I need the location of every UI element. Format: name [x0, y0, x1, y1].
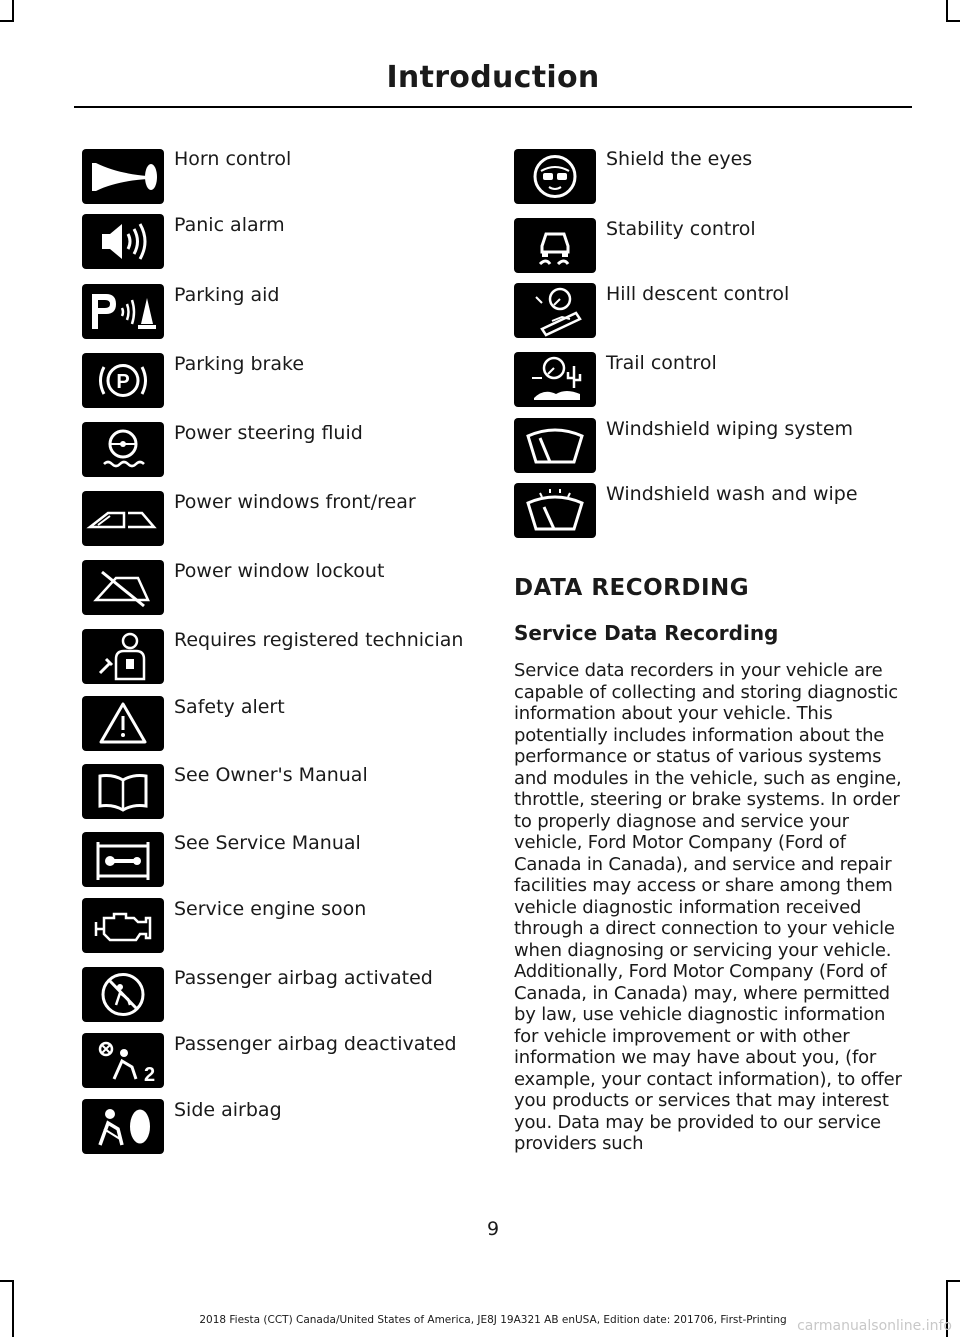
section-heading: DATA RECORDING: [514, 575, 750, 601]
symbol-label: Requires registered technician: [174, 629, 464, 651]
power-window-icon: [82, 491, 164, 546]
symbol-label: Parking brake: [174, 353, 305, 375]
svg-text:2: 2: [144, 1064, 156, 1086]
subsection-heading: Service Data Recording: [514, 621, 779, 645]
symbol-label: Panic alarm: [174, 214, 285, 236]
crop-mark: [0, 1280, 14, 1282]
symbol-label: Safety alert: [174, 696, 285, 718]
crop-mark: [946, 0, 948, 22]
wiper-icon: [514, 418, 596, 473]
crop-mark: [12, 1280, 14, 1337]
svg-text:P: P: [116, 371, 130, 393]
parking-brake-icon: [82, 353, 164, 408]
symbol-label: Service engine soon: [174, 898, 367, 920]
crop-mark: [12, 0, 14, 22]
side-airbag-icon: [82, 1099, 164, 1154]
symbol-label: Stability control: [606, 218, 756, 240]
crop-mark: [0, 20, 14, 22]
symbol-label: Shield the eyes: [606, 148, 753, 170]
technician-icon: [82, 629, 164, 684]
symbol-label: See Service Manual: [174, 832, 361, 854]
trail-control-icon: [514, 352, 596, 407]
symbol-label: See Owner's Manual: [174, 764, 368, 786]
symbol-label: Passenger airbag deactivated: [174, 1033, 457, 1055]
symbol-label: Power window lockout: [174, 560, 385, 582]
footer-text: 2018 Fiesta (CCT) Canada/United States of America, JE8J 19A321 AB enUSA, Edition date: 201706, First-Printing: [199, 1314, 787, 1326]
steering-fluid-icon: [82, 422, 164, 477]
engine-icon: [82, 898, 164, 953]
airbag-on-icon: [82, 967, 164, 1022]
warning-triangle-icon: [82, 696, 164, 751]
symbol-label: Passenger airbag activated: [174, 967, 433, 989]
eye-protection-icon: [514, 149, 596, 204]
symbol-label: Power windows front/rear: [174, 491, 416, 513]
book-icon: [82, 764, 164, 819]
symbol-label: Parking aid: [174, 284, 280, 306]
header-divider: [74, 106, 912, 108]
symbol-label: Side airbag: [174, 1099, 282, 1121]
symbol-label: Horn control: [174, 148, 292, 170]
horn-icon: [82, 149, 164, 204]
page-title: Introduction: [386, 60, 600, 95]
body-paragraph: Service data recorders in your vehicle are capable of collecting and storing diagnostic information about your vehicle. This potentially includes information about the performance or status of various systems and modules in the vehicle, such as engine, throttle, steering or brake systems. In order to properly diagnose and service your vehicle, Ford Motor Company (Ford of Canada in Canada), and service and repair facilities may access or share among them vehicle diagnostic information received through a direct connection to your vehicle when diagnosing or servicing your vehicle. Additionally, Ford Motor Company (Ford of Canada, in Canada) may, where permitted by law, use vehicle diagnostic information for vehicle improvement or with other information we may have about you, (for example, your contact information), to offer you products or services that may interest you. Data may be provided to our service providers such: [514, 660, 902, 1154]
speaker-icon: [82, 214, 164, 269]
hill-descent-icon: [514, 283, 596, 338]
window-lockout-icon: [82, 560, 164, 615]
symbol-label: Hill descent control: [606, 283, 790, 305]
watermark: carmanualsonline.info: [797, 1318, 952, 1334]
symbol-label: Windshield wash and wipe: [606, 483, 858, 505]
service-manual-icon: [82, 832, 164, 887]
stability-control-icon: [514, 218, 596, 273]
parking-aid-icon: [82, 284, 164, 339]
symbol-label: Trail control: [606, 352, 717, 374]
crop-mark: [946, 20, 960, 22]
symbol-label: Power steering fluid: [174, 422, 363, 444]
symbol-label: Windshield wiping system: [606, 418, 854, 440]
crop-mark: [946, 1280, 960, 1282]
wash-wipe-icon: [514, 483, 596, 538]
airbag-off-icon: [82, 1033, 164, 1088]
page-number: 9: [486, 1218, 500, 1240]
